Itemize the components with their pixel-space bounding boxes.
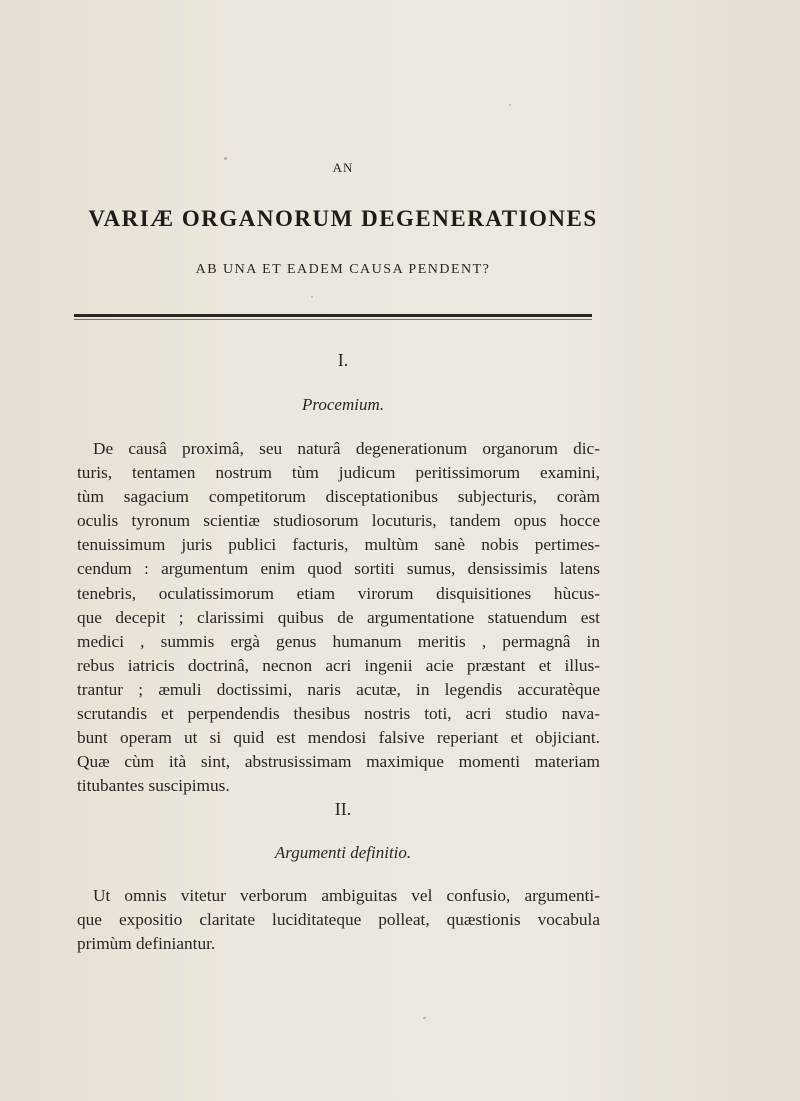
text-line: titubantes suscipimus. [77,776,230,796]
text-line: Quæ cùm ità sint, abstrusissimam maximique momenti materiam [77,752,600,772]
paper-spot [423,1017,426,1019]
text-line: que expositio claritate luciditateque polleat, quæstionis vocabula [77,910,600,930]
section-number-1: I. [337,350,349,370]
text-line: primùm definiantur. [77,934,216,954]
text-line: cendum : argumentum enim quod sortiti sumus, densissimis latens [77,559,600,579]
page-title: VARIÆ ORGANORUM DEGENERATIONES [88,206,598,231]
text-line: trantur ; æmuli doctissimi, naris acutæ, in legendis accuratèque [77,679,600,699]
section-heading-2: Argumenti definitio. [274,843,412,862]
text-line: tenebris, oculatissimorum etiam virorum disquisitiones hùcus- [77,583,600,603]
text-line: tenuissimum juris publici facturis, multùm sanè nobis pertimes- [77,535,600,555]
text-line: Ut omnis vitetur verborum ambiguitas vel confusio, argumenti- [93,886,600,905]
section-heading-1: Procemium. [302,395,384,414]
title-divider-thin [74,319,592,320]
page-subtitle: AB UNA ET EADEM CAUSA PENDENT? [195,262,491,277]
text-line: medici , summis ergà genus humanum meritis , permagnâ in [77,631,600,651]
title-divider [74,314,592,317]
paragraph-procemium [77,437,600,798]
text-line: rebus iatricis doctrinâ, necnon acri ingenii acie præstant et illus- [77,655,600,675]
text-line: tùm sagacium competitorum disceptationibus subjecturis, coràm [77,487,600,507]
section-number-2: II. [334,799,352,819]
paragraph-definitio [77,884,600,956]
paper-spot [311,296,313,298]
title-prefix: AN [332,160,354,175]
text-line: De causâ proximâ, seu naturâ degenerationum organorum dic- [93,439,600,458]
text-line: turis, tentamen nostrum tùm judicum peritissimorum examini, [77,463,600,483]
text-line: oculis tyronum scientiæ studiosorum locuturis, tandem opus hocce [77,511,600,531]
text-line: que decepit ; clarissimi quibus de argumentatione statuendum est [77,607,600,627]
paper-spot [509,104,511,106]
text-line: bunt operam ut si quid est mendosi falsive reperiant et objiciant. [77,728,600,748]
text-line: scrutandis et perpendendis thesibus nostris toti, acri studio nava- [77,704,600,724]
